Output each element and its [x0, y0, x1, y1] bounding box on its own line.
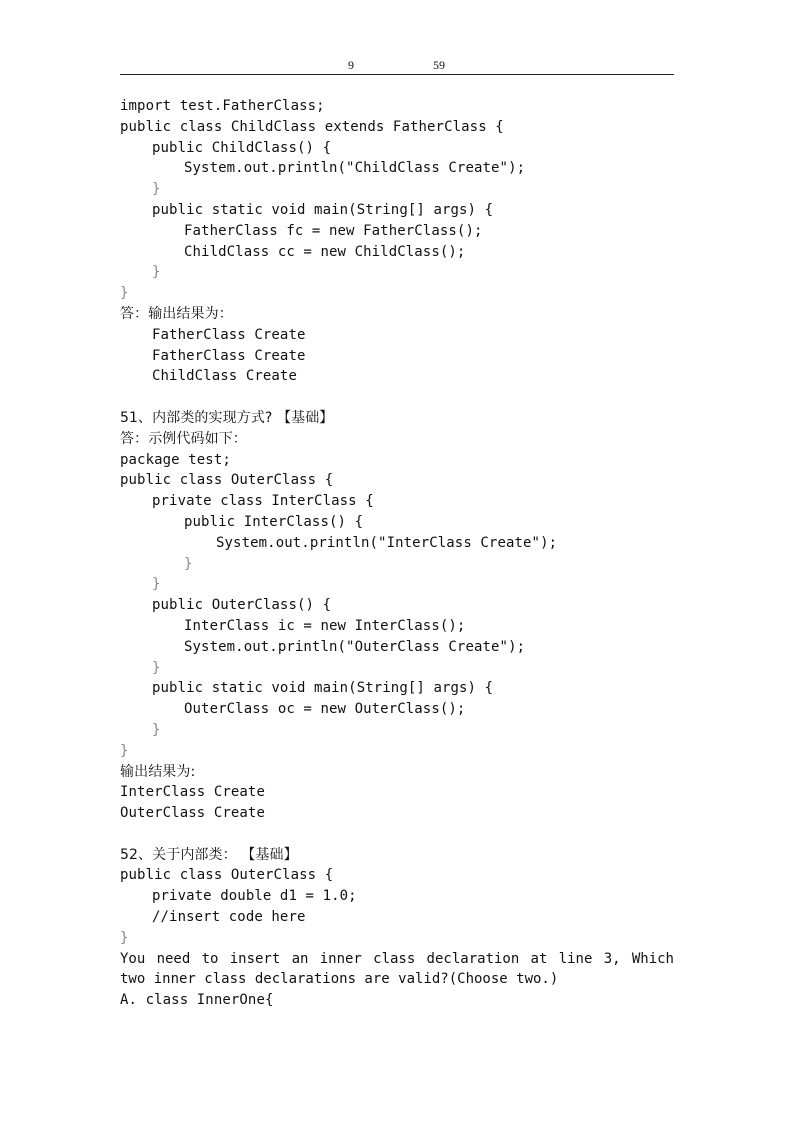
- code-brace: }: [152, 721, 161, 738]
- code-line: public static void main(String[] args) {: [152, 201, 494, 218]
- code-brace: }: [152, 659, 161, 676]
- code-brace: }: [152, 181, 161, 198]
- code-line: System.out.println("InterClass Create");: [216, 534, 558, 551]
- code-brace: }: [120, 742, 129, 759]
- code-line: import test.FatherClass;: [120, 98, 325, 114]
- code-line: public class OuterClass {: [120, 472, 334, 489]
- page-header: [120, 56, 674, 75]
- code-line: private class InterClass {: [152, 493, 374, 510]
- code-block-q52: [120, 865, 676, 948]
- code-line: ChildClass cc = new ChildClass();: [184, 243, 466, 260]
- code-line: public InterClass() {: [184, 513, 364, 530]
- output-line: ChildClass Create: [152, 368, 297, 385]
- document-body: [120, 96, 676, 1011]
- code-line: package test;: [120, 451, 231, 468]
- code-brace: }: [152, 264, 161, 281]
- output-line: FatherClass Create: [152, 326, 306, 343]
- code-line: OuterClass oc = new OuterClass();: [184, 701, 466, 718]
- page-number-left: 9: [348, 58, 354, 72]
- code-brace: }: [120, 285, 129, 302]
- code-line: private double d1 = 1.0;: [152, 888, 357, 905]
- question-52-title: 52、关于内部类： 【基础】: [120, 846, 298, 863]
- spacer: [120, 824, 676, 845]
- question-52-paragraph: You need to insert an inner class declaration at line 3, Which two inner class declarations are valid?(Choose two.): [120, 950, 674, 988]
- spacer: [120, 387, 676, 408]
- code-block-outerclass: [120, 450, 676, 762]
- code-line: FatherClass fc = new FatherClass();: [184, 222, 483, 239]
- code-line: public static void main(String[] args) {: [152, 680, 494, 697]
- code-line: public class ChildClass extends FatherClass {: [120, 118, 504, 135]
- code-brace: }: [152, 576, 161, 593]
- question-51-title: 51、内部类的实现方式? 【基础】: [120, 409, 334, 426]
- output-line: InterClass Create: [120, 784, 265, 801]
- code-line: System.out.println("ChildClass Create");: [184, 160, 526, 177]
- answer-label: 答：输出结果为：: [120, 305, 233, 322]
- option-a: A. class InnerOne{: [120, 992, 274, 1009]
- answer-label: 答：示例代码如下：: [120, 430, 247, 447]
- code-line: public class OuterClass {: [120, 867, 334, 884]
- code-line: public ChildClass() {: [152, 139, 332, 156]
- output-label: 输出结果为:: [120, 763, 196, 780]
- code-brace: }: [184, 555, 193, 572]
- output-line: FatherClass Create: [152, 347, 306, 364]
- code-block-childclass: [120, 96, 676, 304]
- code-line: InterClass ic = new InterClass();: [184, 617, 466, 634]
- page-number-right: 59: [433, 58, 445, 72]
- output-line: OuterClass Create: [120, 805, 265, 822]
- code-line: public OuterClass() {: [152, 597, 332, 614]
- code-comment: //insert code here: [152, 909, 306, 926]
- code-brace: }: [120, 929, 129, 946]
- code-line: System.out.println("OuterClass Create");: [184, 638, 526, 655]
